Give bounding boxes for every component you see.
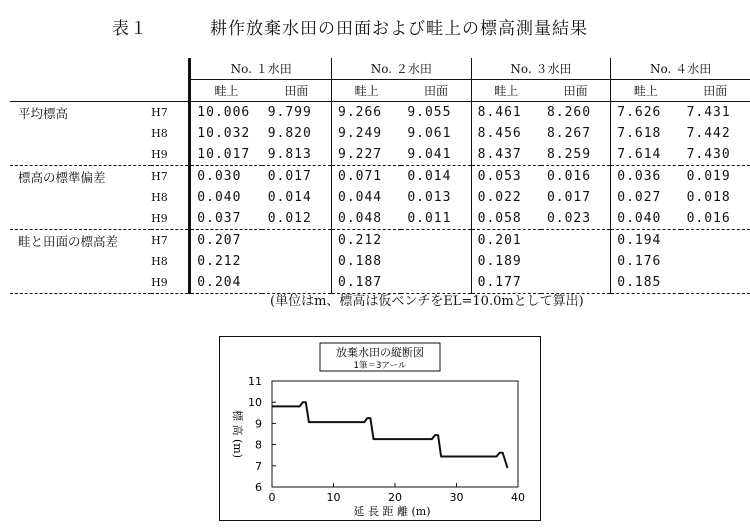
value-cell: 0.012 (267, 211, 312, 226)
value-cell: 9.813 (267, 147, 312, 162)
value-cell (262, 251, 332, 272)
table-row (10, 208, 750, 230)
value-cell: 10.017 (190, 144, 262, 166)
section-label: 畦と田面の標高差 (10, 230, 151, 252)
value-cell (541, 230, 611, 252)
year-label: H8 (151, 127, 168, 140)
value-cell: 0.027 (611, 187, 681, 208)
value-cell: 0.013 (407, 190, 452, 205)
value-cell: 10.006 (190, 102, 262, 124)
value-cell: 9.249 (332, 123, 402, 144)
value-cell: 0.016 (541, 166, 611, 188)
x-tick-label: 20 (388, 491, 402, 504)
value-cell: 0.014 (267, 190, 312, 205)
value-cell: 8.267 (546, 126, 592, 141)
value-cell: 0.194 (611, 230, 681, 252)
value-cell: 0.207 (190, 230, 262, 252)
value-cell: 8.260 (541, 102, 611, 124)
table-row (10, 230, 750, 252)
table-title (112, 14, 588, 39)
value-cell: 9.820 (267, 126, 312, 141)
survey-table (10, 58, 750, 294)
ridge-header: 畦上 (471, 80, 541, 102)
value-cell: 0.023 (546, 211, 592, 226)
value-cell: 7.442 (686, 126, 731, 141)
field-header: 田面 (262, 80, 332, 102)
ridge-header: 畦上 (332, 80, 402, 102)
table-caption: 耕作放棄水田の田面および畦上の標高測量結果 (210, 19, 588, 39)
pond-header: No. ４水田 (611, 58, 750, 80)
value-cell: 9.041 (407, 147, 452, 162)
chart-subtitle: 1筆＝3アール (353, 361, 407, 371)
value-cell: 0.204 (190, 272, 262, 294)
field-header: 田面 (401, 80, 471, 102)
value-cell: 8.437 (471, 144, 541, 166)
value-cell: 0.177 (471, 272, 541, 294)
value-cell: 0.188 (332, 251, 402, 272)
pond-header: No. ３水田 (471, 58, 611, 80)
value-cell: 0.036 (611, 166, 681, 188)
table-row (10, 187, 750, 208)
value-cell: 0.053 (471, 166, 541, 188)
chart-title: 放棄水田の縦断図 (336, 346, 424, 359)
value-cell: 0.019 (681, 166, 750, 188)
table-row (10, 123, 750, 144)
year-label: H9 (151, 148, 168, 161)
value-cell (262, 230, 332, 252)
y-tick-label: 11 (248, 375, 262, 388)
x-axis-label: 延 長 距 離 (m) (353, 505, 431, 518)
value-cell: 0.040 (611, 208, 681, 230)
value-cell (401, 251, 471, 272)
value-cell: 0.030 (190, 166, 262, 188)
year-label: H8 (151, 255, 168, 268)
value-cell: 0.212 (332, 230, 402, 252)
value-cell: 0.016 (686, 211, 731, 226)
x-tick-label: 10 (326, 491, 341, 504)
year-label: H7 (151, 166, 190, 188)
value-cell: 0.212 (190, 251, 262, 272)
table-row (10, 102, 750, 124)
section-label: 標高の標準偏差 (10, 166, 151, 188)
value-cell: 0.187 (332, 272, 402, 294)
value-cell (681, 230, 750, 252)
pond-header: No. ２水田 (332, 58, 472, 80)
y-tick-label: 8 (255, 438, 262, 452)
y-tick-label: 9 (255, 417, 262, 431)
x-tick-label: 40 (511, 491, 525, 504)
value-cell: 7.430 (686, 147, 731, 162)
value-cell: 9.055 (401, 102, 471, 124)
value-cell: 0.011 (407, 211, 452, 226)
unit-note: (単位はm、標高は仮ベンチをEL=10.0mとして算出) (270, 294, 584, 309)
value-cell: 10.032 (190, 123, 262, 144)
y-axis-label: 標 高 (m) (231, 409, 244, 459)
value-cell: 7.614 (611, 144, 681, 166)
value-cell: 0.017 (546, 190, 592, 205)
value-cell: 8.461 (471, 102, 541, 124)
value-cell: 0.189 (471, 251, 541, 272)
value-cell: 7.618 (611, 123, 681, 144)
value-cell (681, 272, 750, 294)
value-cell: 0.058 (471, 208, 541, 230)
value-cell (681, 251, 750, 272)
pond-header: No. １水田 (190, 58, 332, 80)
value-cell: 0.022 (471, 187, 541, 208)
value-cell: 0.018 (686, 190, 731, 205)
value-cell: 8.259 (546, 147, 592, 162)
table-number: 表１ (112, 19, 148, 39)
value-cell: 0.048 (332, 208, 402, 230)
header-sub (10, 80, 750, 102)
value-cell: 9.227 (332, 144, 402, 166)
value-cell: 0.017 (262, 166, 332, 188)
value-cell (401, 230, 471, 252)
value-cell: 0.040 (190, 187, 262, 208)
year-label: H8 (151, 191, 168, 204)
year-label: H7 (151, 230, 190, 252)
x-tick-label: 0 (268, 491, 276, 504)
year-label: H9 (151, 212, 168, 225)
header-ponds (10, 58, 750, 80)
value-cell: 0.201 (471, 230, 541, 252)
value-cell: 9.266 (332, 102, 402, 124)
value-cell: 0.185 (611, 272, 681, 294)
value-cell: 0.071 (332, 166, 402, 188)
value-cell: 0.176 (611, 251, 681, 272)
table-row (10, 166, 750, 188)
y-tick-label: 7 (255, 459, 262, 473)
value-cell: 0.037 (190, 208, 262, 230)
value-cell: 9.799 (262, 102, 332, 124)
ridge-header: 畦上 (190, 80, 262, 102)
value-cell: 8.456 (471, 123, 541, 144)
year-label: H7 (151, 102, 190, 124)
field-header: 田面 (681, 80, 750, 102)
x-tick-label: 30 (449, 491, 464, 504)
value-cell: 7.626 (611, 102, 681, 124)
value-cell: 7.431 (681, 102, 750, 124)
year-label: H9 (151, 272, 190, 294)
value-cell (541, 251, 611, 272)
value-cell: 9.061 (407, 126, 452, 141)
profile-chart-svg (220, 337, 540, 520)
profile-line (272, 402, 508, 468)
y-tick-label: 10 (248, 396, 262, 410)
value-cell: 0.044 (332, 187, 402, 208)
y-tick-label: 6 (255, 481, 262, 494)
section-label: 平均標高 (10, 102, 151, 124)
value-cell: 0.014 (401, 166, 471, 188)
table-row (10, 251, 750, 272)
plot-frame (272, 381, 518, 487)
profile-chart (219, 336, 541, 521)
field-header: 田面 (541, 80, 611, 102)
table-row (10, 144, 750, 166)
ridge-header: 畦上 (611, 80, 681, 102)
